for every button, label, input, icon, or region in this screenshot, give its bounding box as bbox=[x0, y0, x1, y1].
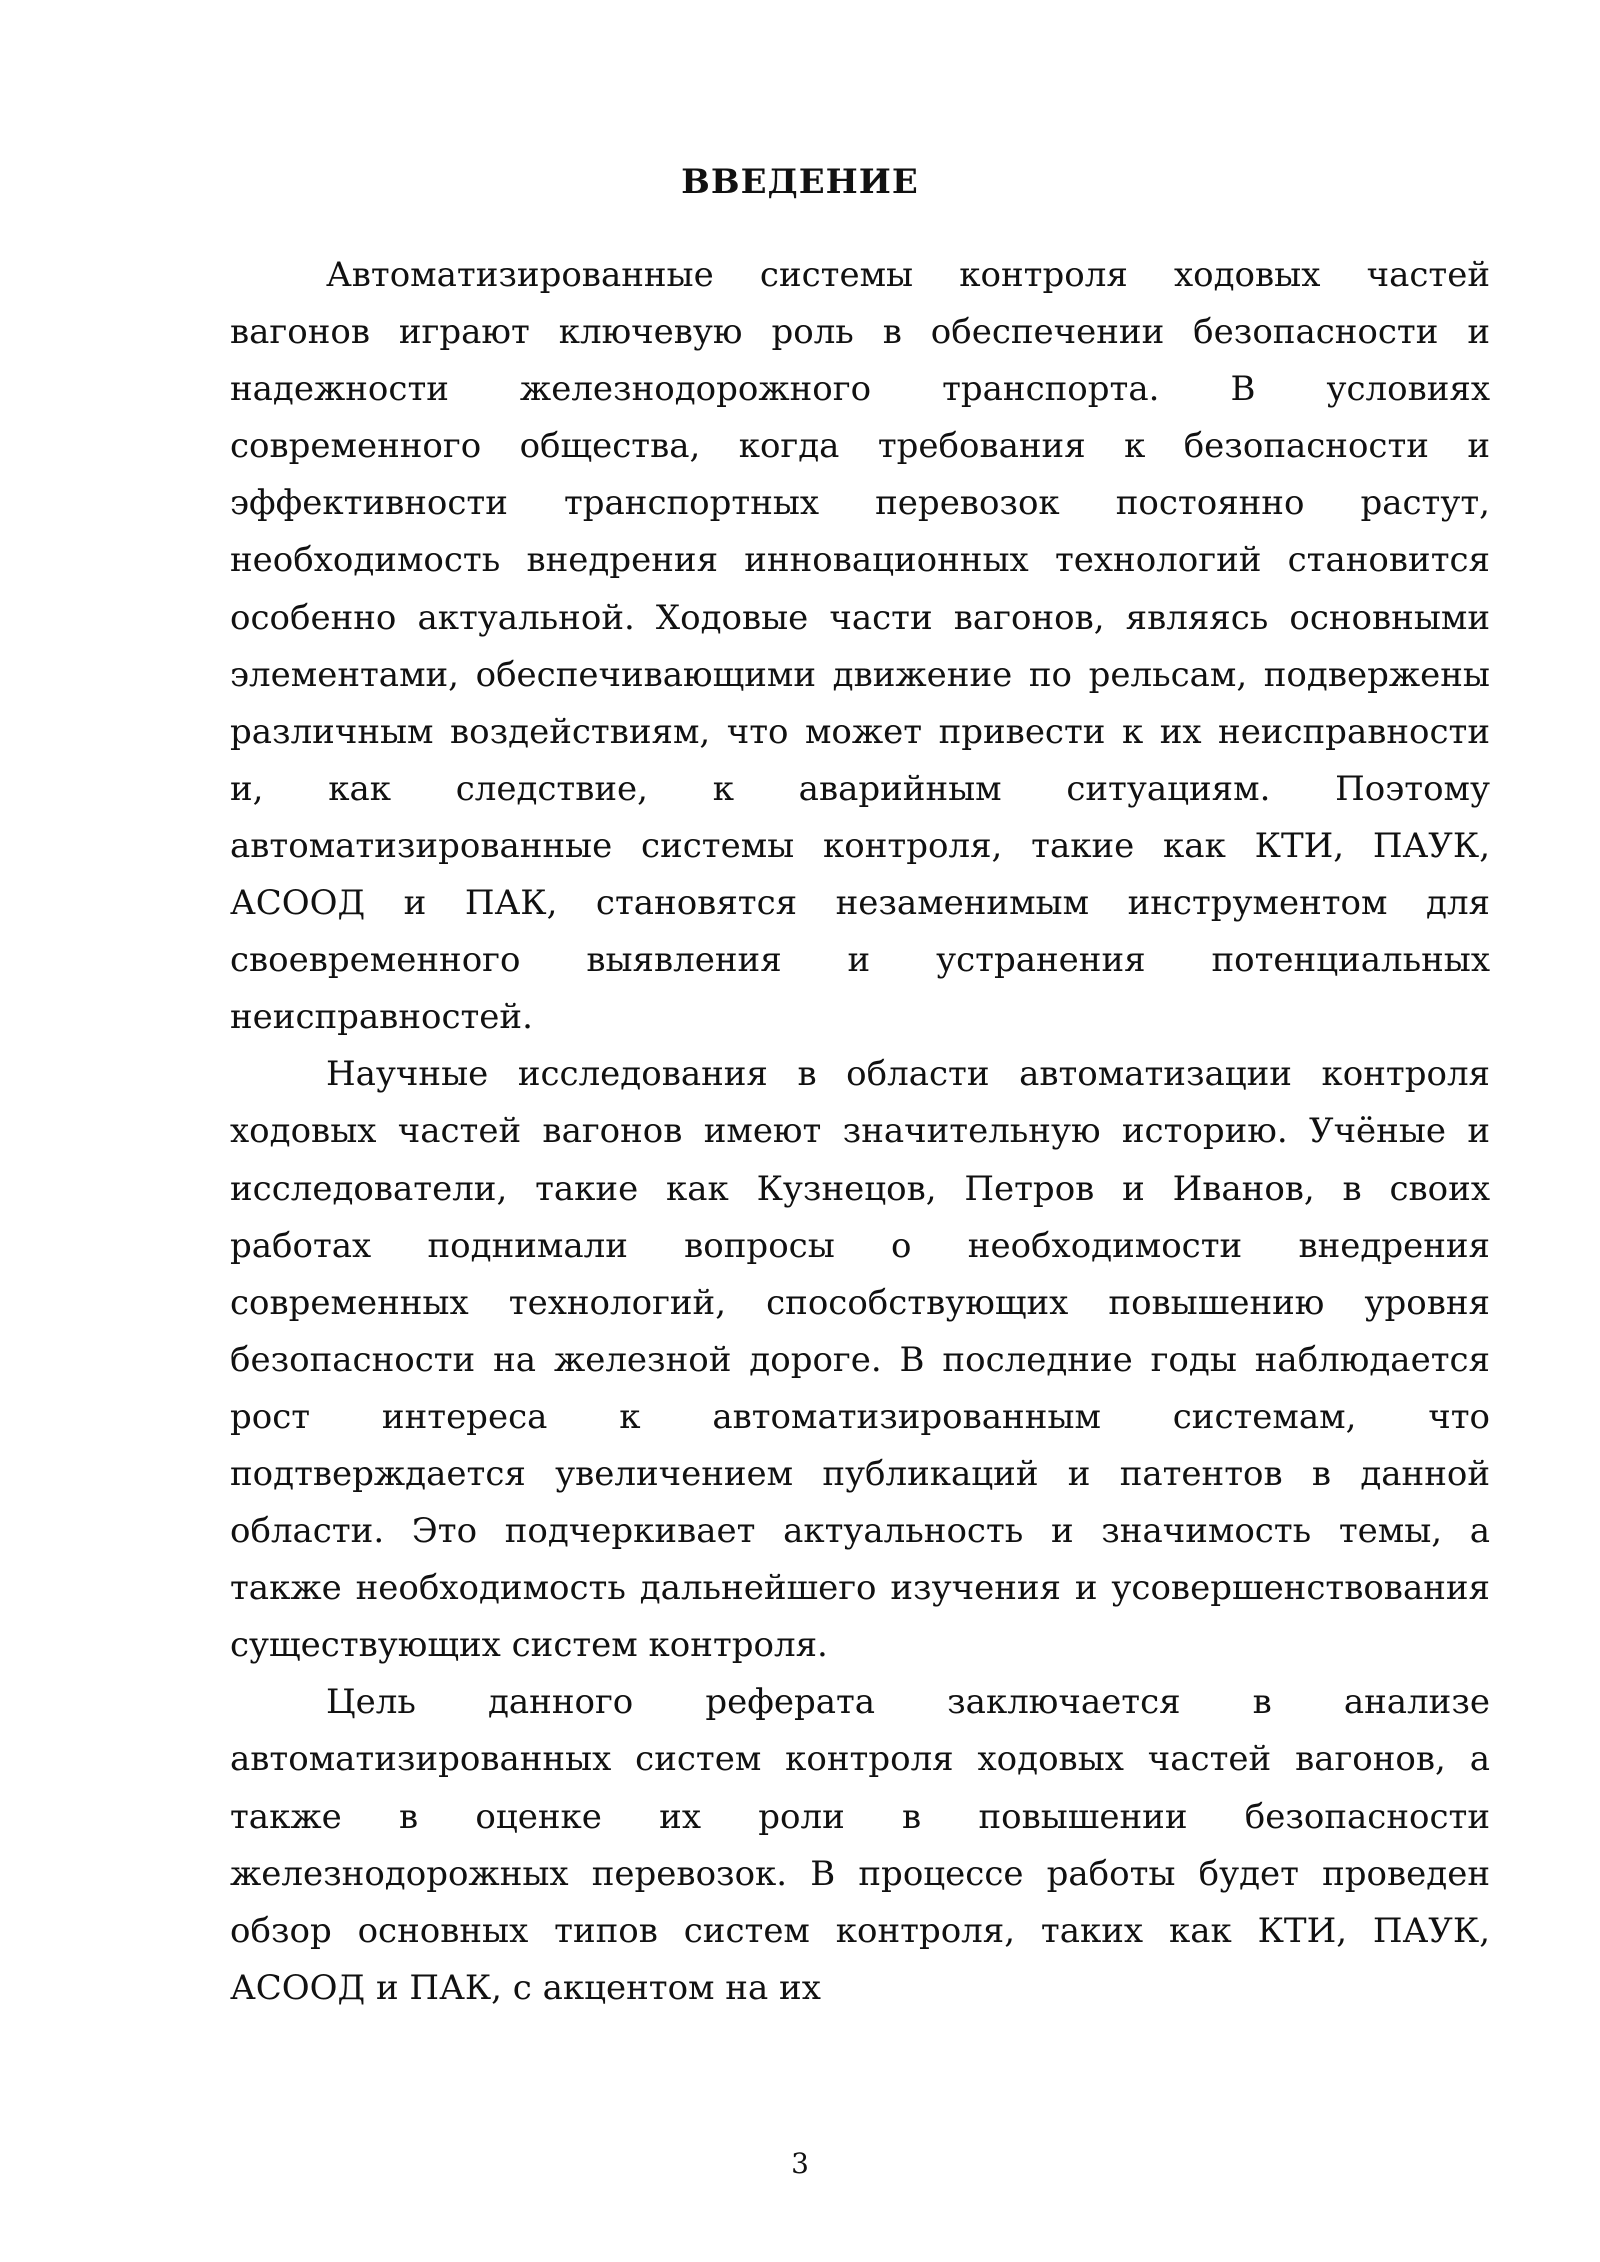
page-number: 3 bbox=[791, 2147, 809, 2180]
body-text bbox=[230, 247, 1490, 2017]
section-heading: ВВЕДЕНИЕ bbox=[681, 162, 919, 202]
paragraph: Автоматизированные системы контроля ходовых частей вагонов играют ключевую роль в обеспечении безопасности и надежности железнодорожного транспорта. В условиях современного общества, когда требования к безопасности и эффективности транспортных перевозок постоянно растут, необходимость внедрения инновационных технологий становится особенно актуальной. Ходовые части вагонов, являясь основными элементами, обеспечивающими движение по рельсам, подвержены различным воздействиям, что может привести к их неисправности и, как следствие, к аварийным ситуациям. Поэтому автоматизированные системы контроля, такие как КТИ, ПАУК, АСООД и ПАК, становятся незаменимым инструментом для своевременного выявления и устранения потенциальных неисправностей. bbox=[230, 255, 1490, 1038]
paragraph: Цель данного реферата заключается в анализе автоматизированных систем контроля ходовых частей вагонов, а также в оценке их роли в повышении безопасности железнодорожных перевозок. В процессе работы будет проведен обзор основных типов систем контроля, таких как КТИ, ПАУК, АСООД и ПАК, с акцентом на их bbox=[230, 1682, 1490, 2008]
paragraph: Научные исследования в области автоматизации контроля ходовых частей вагонов имеют значительную историю. Учёные и исследователи, такие как Кузнецов, Петров и Иванов, в своих работах поднимали вопросы о необходимости внедрения современных технологий, способствующих повышению уровня безопасности на железной дороге. В последние годы наблюдается рост интереса к автоматизированным системам, что подтверждается увеличением публикаций и патентов в данной области. Это подчеркивает актуальность и значимость темы, а также необходимость дальнейшего изучения и усовершенствования существующих систем контроля. bbox=[230, 1054, 1490, 1666]
